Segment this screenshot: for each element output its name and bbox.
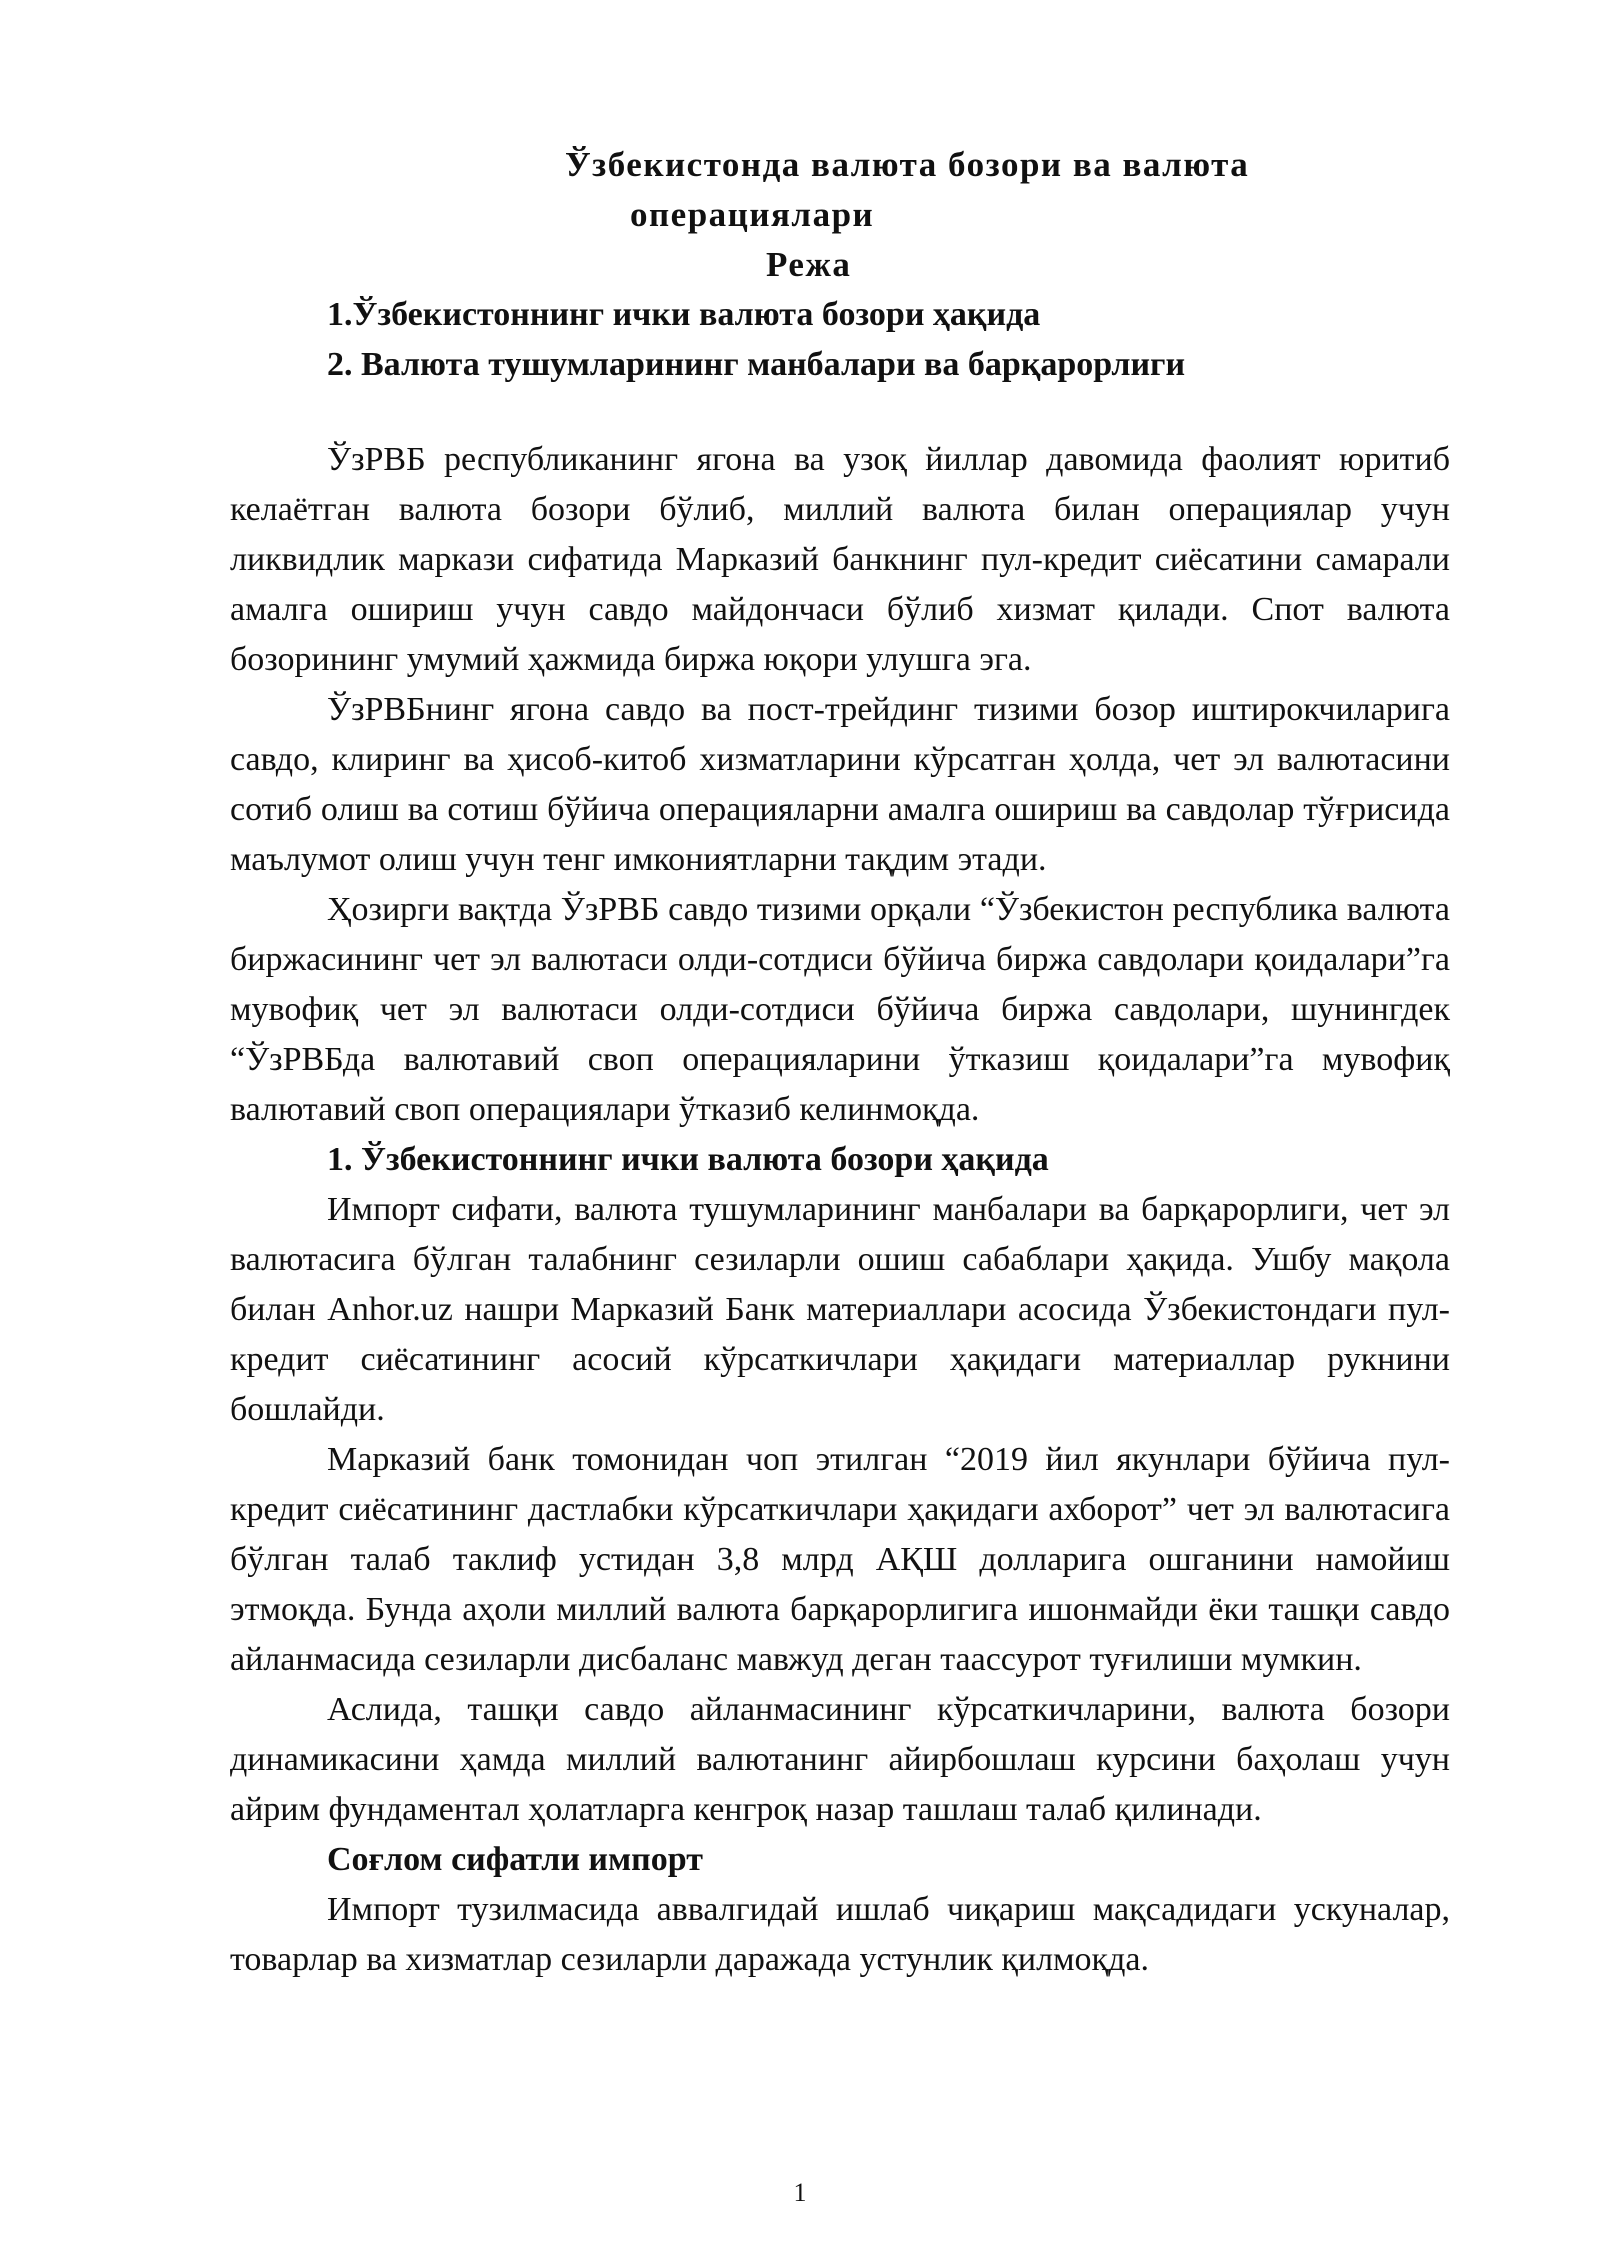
section-heading-2: Соғлом сифатли импорт (327, 1841, 703, 1878)
title-line-2: операциялари (630, 195, 875, 234)
paragraph: Импорт тузилмасида аввалгидай ишлаб чиқариш мақсадидаги ускуналар, товарлар ва хизматлар сезиларли даражада устунлик қилмоқда. (230, 1891, 1450, 1978)
plan-item-2: 2. Валюта тушумларининг манбалари ва барқарорлиги (327, 346, 1186, 383)
title-line-1: Ўзбекистонда валюта бозори ва валюта (565, 145, 1250, 184)
spacer (230, 390, 1450, 435)
page-number: 1 (793, 2178, 807, 2207)
paragraph: Ҳозирги вақтда ЎзРВБ савдо тизими орқали “Ўзбекистон республика валюта биржасининг чет эл валютаси олди-сотдиси бўйича биржа савдолари қоидалари”га мувофиқ чет эл валютаси олди-сотдиси бўйича биржа савдолари, шунингдек “ЎзРВБда валютавий своп операцияларини ўтказиш қоидалари”га мувофиқ валютавий своп операциялари ўтказиб келинмоқда. (230, 891, 1450, 1128)
paragraph: ЎзРВБнинг ягона савдо ва пост-трейдинг тизими бозор иштирокчиларига савдо, клиринг ва ҳисоб-китоб хизматларини кўрсатган ҳолда, чет эл валютасини сотиб олиш ва сотиш бўйича операцияларни амалга ошириш ва савдолар тўғрисида маълумот олиш учун тенг имкониятларни тақдим этади. (230, 691, 1450, 878)
document-page (230, 140, 1450, 1985)
paragraph: Аслида, ташқи савдо айланмасининг кўрсаткичларини, валюта бозори динамикасини ҳамда миллий валютанинг айирбошлаш курсини баҳолаш учун айрим фундаментал ҳолатларга кенгроқ назар ташлаш талаб қилинади. (230, 1691, 1450, 1828)
plan-heading: Режа (766, 245, 852, 284)
paragraph: ЎзРВБ республиканинг ягона ва узоқ йиллар давомида фаолият юритиб келаётган валюта бозори бўлиб, миллий валюта билан операциялар учун ликвидлик маркази сифатида Марказий банкнинг пул-кредит сиёсатини самарали амалга ошириш учун савдо майдончаси бўлиб хизмат қилади. Спот валюта бозорининг умумий ҳажмида биржа юқори улушга эга. (230, 441, 1450, 678)
document-title (230, 140, 1450, 290)
paragraph: Марказий банк томонидан чоп этилган “2019 йил якунлари бўйича пул-кредит сиёсатининг дастлабки кўрсаткичлари ҳақидаги ахборот” чет эл валютасига бўлган талаб таклиф устидан 3,8 млрд АҚШ долларига ошганини намойиш этмоқда. Бунда аҳоли миллий валюта барқарорлигига ишонмайди ёки ташқи савдо айланмасида сезиларли дисбаланс мавжуд деган таассурот туғилиши мумкин. (230, 1441, 1450, 1678)
paragraph: Импорт сифати, валюта тушумларининг манбалари ва барқарорлиги, чет эл валютасига бўлган талабнинг сезиларли ошиш сабаблари ҳақида. Ушбу мақола билан Anhor.uz нашри Марказий Банк материаллари асосида Ўзбекистондаги пул-кредит сиёсатининг асосий кўрсаткичлари ҳақидаги материаллар рукнини бошлайди. (230, 1191, 1450, 1428)
plan-item-1: 1.Ўзбекистоннинг ички валюта бозори ҳақида (327, 296, 1041, 333)
section-heading-1: 1. Ўзбекистоннинг ички валюта бозори ҳақида (327, 1141, 1049, 1178)
